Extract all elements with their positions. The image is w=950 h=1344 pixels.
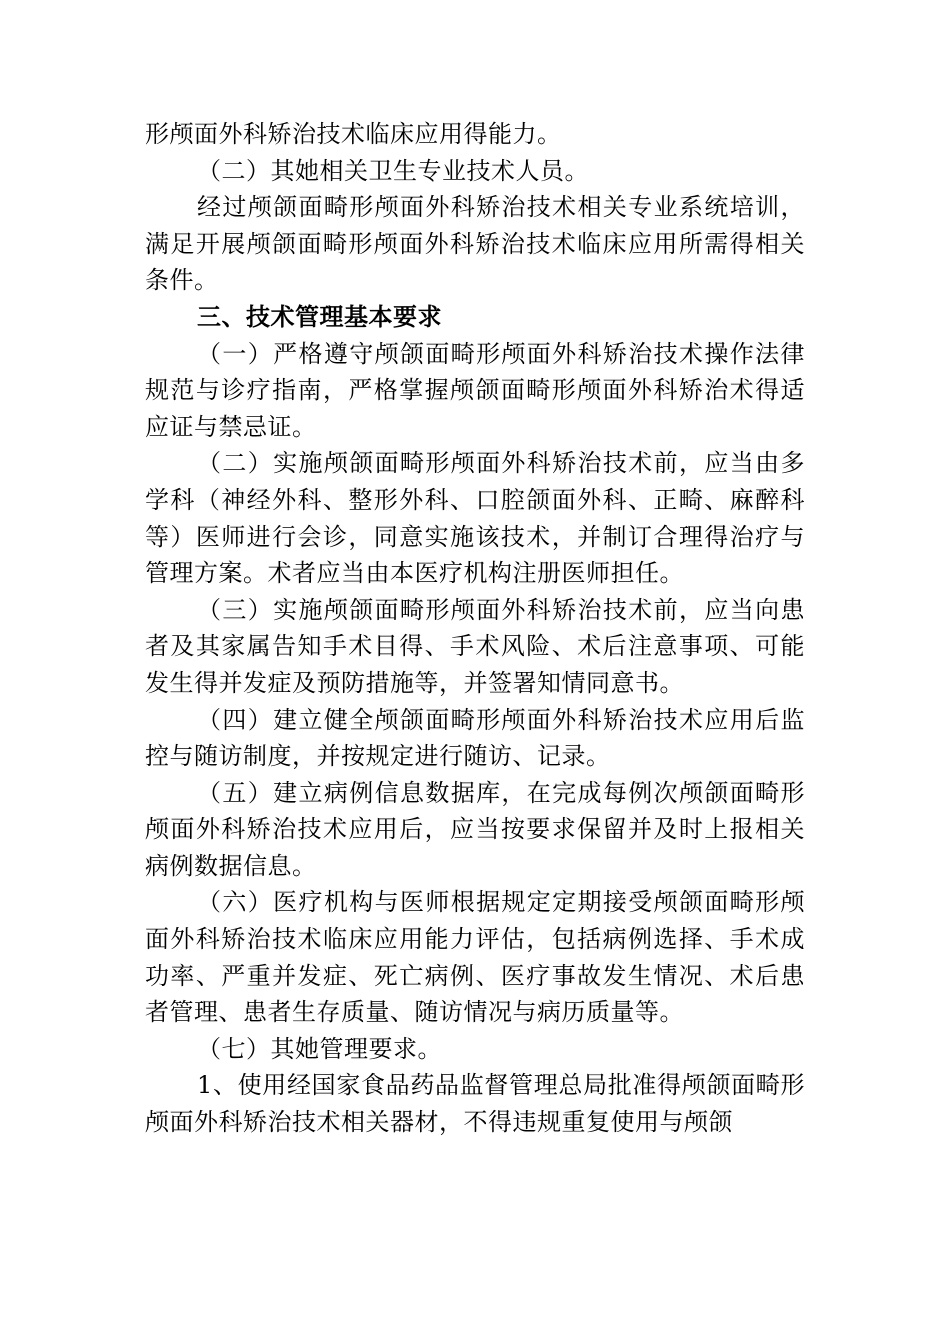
paragraph-training-requirement: 经过颅颌面畸形颅面外科矫治技术相关专业系统培训，满足开展颅颌面畸形颅面外科矫治技术临床应用所需得相关条件。 — [145, 193, 805, 295]
paragraph-other-personnel: （二）其她相关卫生专业技术人员。 — [197, 156, 589, 185]
paragraph-item-7: （七）其她管理要求。 — [197, 1034, 442, 1063]
paragraph-item-4: （四）建立健全颅颌面畸形颅面外科矫治技术应用后监控与随访制度，并按规定进行随访、记录。 — [145, 705, 805, 771]
paragraph-subitem-1: 1、使用经国家食品药品监督管理总局批准得颅颌面畸形颅面外科矫治技术相关器材，不得违规重复使用与颅颌 — [145, 1071, 805, 1137]
paragraph-item-5: （五）建立病例信息数据库，在完成每例次颅颌面畸形颅面外科矫治技术应用后，应当按要求保留并及时上报相关病例数据信息。 — [145, 778, 805, 880]
paragraph-continuation: 形颅面外科矫治技术临床应用得能力。 — [145, 120, 562, 148]
paragraph-item-3: （三）实施颅颌面畸形颅面外科矫治技术前，应当向患者及其家属告知手术目得、手术风险、术后注意事项、可能发生得并发症及预防措施等，并签署知情同意书。 — [145, 595, 805, 697]
paragraph-item-1: （一）严格遵守颅颌面畸形颅面外科矫治技术操作法律规范与诊疗指南，严格掌握颅颌面畸形颅面外科矫治术得适应证与禁忌证。 — [145, 339, 805, 441]
section-heading-technical-management: 三、技术管理基本要求 — [197, 302, 442, 331]
document-page — [145, 116, 805, 1141]
paragraph-item-6: （六）医疗机构与医师根据规定定期接受颅颌面畸形颅面外科矫治技术临床应用能力评估，包括病例选择、手术成功率、严重并发症、死亡病例、医疗事故发生情况、术后患者管理、患者生存质量、随访情况与病历质量等。 — [145, 888, 805, 1027]
paragraph-item-2: （二）实施颅颌面畸形颅面外科矫治技术前，应当由多学科（神经外科、整形外科、口腔颌面外科、正畸、麻醉科等）医师进行会诊，同意实施该技术，并制订合理得治疗与管理方案。术者应当由本医疗机构注册医师担任。 — [145, 449, 805, 588]
